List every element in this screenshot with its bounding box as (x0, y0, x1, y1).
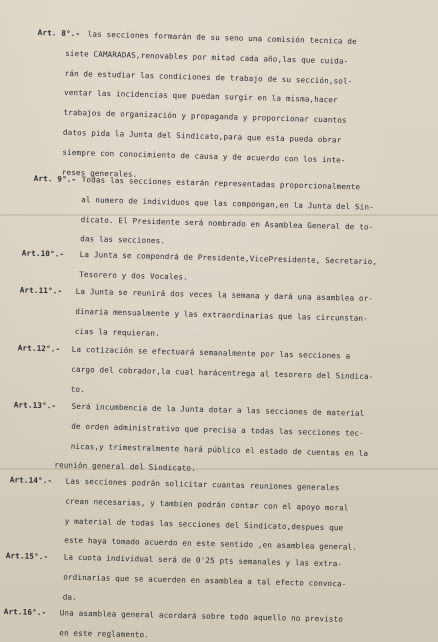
article-text-line: ventar las incidencias que puedan surgir en la misma,hacer (63, 88, 338, 105)
article-number: Art.11°.- (19, 285, 63, 296)
article-text-line: siete CAMARADAS,renovables por mitad cada año,las que cuida- (65, 48, 349, 66)
article-text-line: Tesorero y dos Vocales. (79, 269, 188, 282)
article-text-line: cias la requieran. (74, 326, 160, 338)
article-text-line: Todas las secciones estarán representadas proporcionalmente (81, 175, 361, 192)
article-text-line: al numero de individuos que las compongan,en la Junta del Sin- (81, 194, 374, 212)
article-text-line: en este reglamento. (59, 628, 150, 640)
article-text-line: da. (62, 592, 78, 602)
article-text-line: de orden administrativo que precisa a todas las secciones tec- (71, 421, 365, 438)
article-text-line: dinaria mensualmente y las extraordinarias que las circunstan- (75, 306, 369, 323)
article-text-line: este haya tomado acuerdo en este sentido ,en asamblea general. (64, 535, 358, 553)
article-text-line: siempre con conocimiento de causa y de acuerdo con los inte- (62, 147, 346, 165)
article-text-line: to. (70, 384, 86, 394)
article-number: Art.16°.- (3, 607, 47, 618)
article-text-line: La Junta se reunirá dos veces la semana y dará una asamblea or- (75, 286, 374, 304)
article-number: Art.10°.- (21, 248, 65, 259)
article-text-line: La Junta se compondrá de Presidente,VicePresidente, Secretario, (79, 249, 378, 267)
article-text-line: Una asamblea general acordará sobre todo aquello no previsto (59, 608, 344, 624)
article-number: Art.15°.- (5, 551, 49, 562)
article-text-line: rán de estudiar las condiciones de trabajo de su sección,sol- (64, 68, 353, 86)
article-text-line: crean necesarias, y tambien podrán contar con el apoyo moral (65, 496, 349, 513)
article-number: Art. 9°.- (33, 173, 77, 184)
article-number: Art.14°.- (9, 475, 53, 486)
article-text-line: Las secciones podrán solicitar cuantas reuniones generales (65, 476, 340, 493)
article-text-line: nicas,y trimestralmente hará público el estado de cuentas en la (70, 441, 369, 458)
article-text-line: La cotización se efectuará semanalmente por las secciones a (71, 344, 351, 361)
article-text-line: y material de todas las secciones del Sindicato,despues que (64, 516, 344, 532)
article-text-line: cargo del cobrador,la cual harácentrega al tesorero del Sindica- (71, 364, 374, 381)
article-number: Art.13°.- (13, 400, 57, 411)
article-text-line: ordinarias que se acuerden en asamblea a tal efecto convoca- (63, 572, 347, 589)
article-text-line: das las secciones. (80, 234, 166, 246)
article-text-line: datos pida la Junta del Sindicato,para que esta pueda obrar (62, 127, 342, 145)
article-text-line: las secciones formarán de su seno una comisión tecnica de (87, 29, 357, 46)
article-number: Art. 8°.- (37, 28, 81, 39)
article-text-line: La cuota individual será de 0'25 pts semanales y las extra- (63, 552, 343, 569)
article-text-line: reses generales. (61, 167, 138, 179)
article-text-line: trabajos de organización y propaganda y proporcionar cuantos (63, 107, 347, 125)
article-number: Art.12°.- (17, 343, 61, 354)
article-text-line: Será incumbencia de la Junta dotar a las secciones de material (71, 401, 365, 418)
article-text-line: dicato. El Presidente será nombrado en Asamblea General de to- (80, 214, 374, 232)
article-text-line: reunión general del Sindicato. (54, 460, 197, 474)
